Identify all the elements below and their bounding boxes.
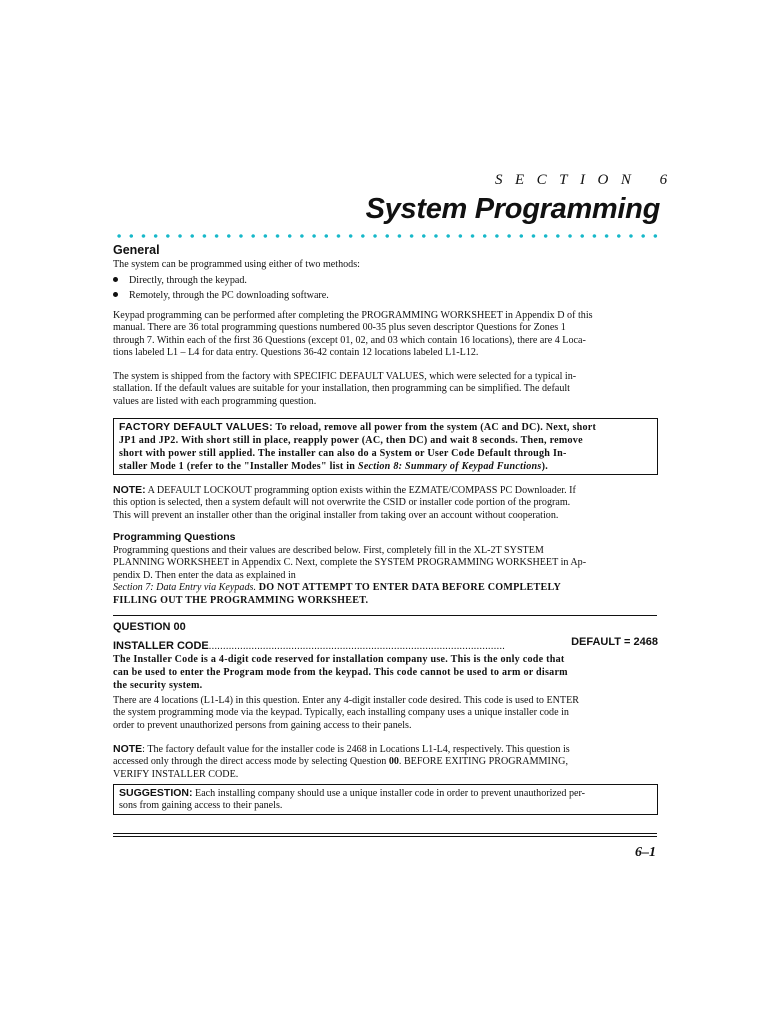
text-line: Keypad programming can be performed after completing the PROGRAMMING WORKSHEET in Appendix D of this	[113, 310, 593, 321]
bullet-item	[113, 290, 329, 301]
dotted-divider	[113, 233, 661, 239]
text-line: The Installer Code is a 4-digit code reserved for installation company use. This is the only code that	[113, 654, 565, 665]
warning-text: DO NOT ATTEMPT TO ENTER DATA BEFORE COMPLETELY	[255, 582, 562, 594]
bullet-icon	[113, 292, 118, 297]
text-line: sons from gaining access to their panels.	[119, 800, 283, 812]
text-line: To reload, remove all power from the system (AC and DC). Next, short	[275, 422, 597, 433]
text-line: order to prevent unauthorized persons from gaining access to their panels.	[113, 719, 412, 731]
text-line: accessed only through the direct access mode by selecting Question	[113, 756, 389, 768]
installer-code-paragraph	[113, 695, 661, 732]
text-line: through 7. Within each of the first 36 Questions (except 01, 02, and 03 which contain 16 locations), there are 4 Loca-	[113, 334, 586, 346]
text-line: stallation. If the default values are suitable for your installation, then programming can be simplified. The default	[113, 383, 570, 395]
text-line: values are listed with each programming question.	[113, 395, 317, 407]
question-name: INSTALLER CODE	[113, 640, 209, 650]
bullet-text: Remotely, through the PC downloading software.	[129, 290, 329, 301]
bullet-item	[113, 275, 247, 286]
text-line: can be used to enter the Program mode from the keypad. This code cannot be used to arm or disarm	[113, 667, 568, 678]
suggestion-text	[119, 787, 655, 813]
text-line: the security system.	[113, 680, 203, 691]
text-line: staller Mode 1 (refer to the "Installer Modes" list in	[119, 461, 358, 472]
text-line: The system is shipped from the factory with SPECIFIC DEFAULT VALUES, which were selected for a typical in-	[113, 371, 577, 382]
factory-default-box	[113, 418, 658, 475]
text-line: ).	[541, 461, 548, 472]
text-line: manual. There are 36 total programming questions numbered 00-35 plus seven descriptor Questions for Zones 1	[113, 322, 566, 334]
suggestion-lead: SUGGESTION:	[119, 787, 193, 799]
text-line: . BEFORE EXITING PROGRAMMING,	[398, 756, 568, 768]
lockout-note	[113, 484, 661, 522]
text-line: the system programming mode via the keypad. Typically, each installing company uses a unique installer code in	[113, 707, 569, 719]
section-reference: Section 7: Data Entry via Keypads.	[113, 582, 256, 594]
text-line: There are 4 locations (L1-L4) in this question. Enter any 4-digit installer code desired. This code is used to ENTER	[113, 695, 579, 706]
programming-questions-text	[113, 545, 661, 607]
text-line: VERIFY INSTALLER CODE.	[113, 768, 239, 780]
text-line: PLANNING WORKSHEET in Appendix C. Next, complete the SYSTEM PROGRAMMING WORKSHEET in Ap-	[113, 557, 587, 569]
text-line: Each installing company should use a unique installer code in order to prevent unauthorized per-	[192, 788, 586, 799]
dot-leader: ........................................................................................................	[208, 641, 506, 650]
text-line: pendix D. Then enter the data as explained in	[113, 569, 296, 581]
page-number: 6–1	[635, 845, 656, 860]
general-intro: The system can be programmed using either of two methods:	[113, 259, 360, 270]
suggestion-box	[113, 784, 658, 815]
footer-rule	[113, 836, 657, 837]
question-number: QUESTION 00	[113, 621, 186, 633]
warning-text: FILLING OUT THE PROGRAMMING WORKSHEET.	[113, 594, 369, 606]
text-line: JP1 and JP2. With short still in place, reapply power (AC, then DC) and wait 8 seconds. Then, remove	[119, 435, 583, 446]
general-paragraph-1	[113, 310, 661, 360]
installer-code-description	[113, 653, 661, 692]
page-title: System Programming	[365, 193, 660, 225]
horizontal-rule	[113, 615, 657, 616]
question-ref: 00	[388, 756, 399, 768]
text-line: short with power still applied. The installer can also do a System or User Code Default through In-	[119, 448, 567, 459]
footer-rule	[113, 833, 657, 834]
text-line: this option is selected, then a system default will not overwrite the CSID or installer code portion of the program.	[113, 497, 571, 509]
note-lead: NOTE:	[113, 484, 146, 496]
note-lead: NOTE	[113, 743, 143, 755]
question-title-row	[113, 636, 658, 650]
text-line: This will prevent an installer other than the original installer from taking over an account without cooperation.	[113, 509, 559, 521]
general-heading: General	[113, 243, 160, 257]
default-value: DEFAULT = 2468	[571, 636, 658, 648]
general-paragraph-2	[113, 371, 661, 408]
text-line: tions labeled L1 – L4 for data entry. Questions 36-42 contain 12 locations labeled L1-L12.	[113, 347, 479, 359]
section-label: SECTION 6	[495, 172, 680, 188]
factory-default-lead: FACTORY DEFAULT VALUES:	[119, 421, 273, 433]
bullet-text: Directly, through the keypad.	[129, 275, 247, 286]
programming-questions-heading: Programming Questions	[113, 531, 236, 543]
text-line: A DEFAULT LOCKOUT programming option exists within the EZMATE/COMPASS PC Downloader. If	[145, 485, 576, 496]
installer-code-note	[113, 743, 661, 781]
bullet-icon	[113, 277, 118, 282]
section-reference: Section 8: Summary of Keypad Functions	[357, 461, 542, 472]
factory-default-text	[119, 421, 655, 473]
text-line: Programming questions and their values are described below. First, completely fill in the XL-2T SYSTEM	[113, 545, 544, 556]
text-line: : The factory default value for the installer code is 2468 in Locations L1-L4, respectively. This question is	[142, 744, 570, 755]
